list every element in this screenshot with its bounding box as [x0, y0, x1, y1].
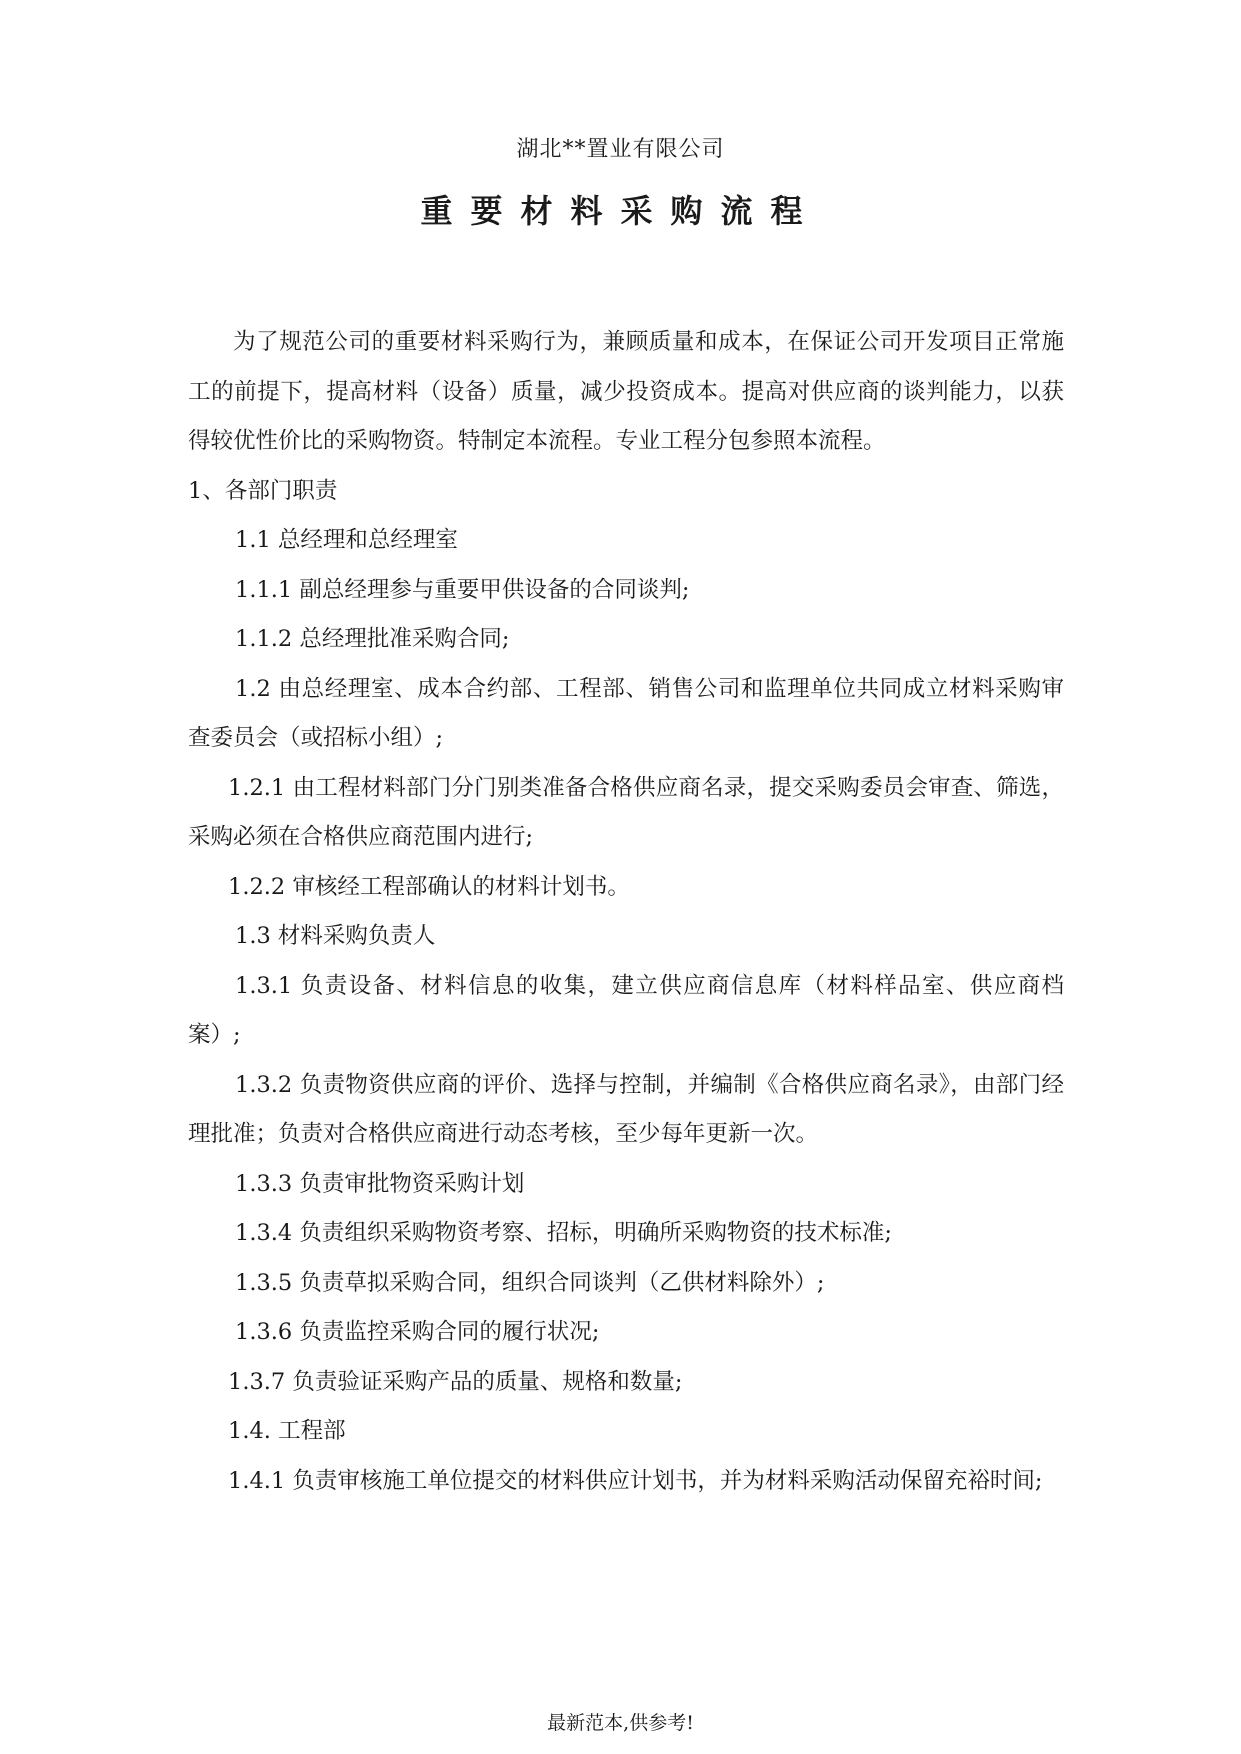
document-title: 重要材料采购流程: [420, 192, 821, 230]
section-1-1: 1.1 总经理和总经理室: [235, 527, 458, 553]
footer-note: 最新范本,供参考!: [547, 1712, 694, 1734]
section-1-4-1: 1.4.1 负责审核施工单位提交的材料供应计划书，并为材料采购活动保留充裕时间;: [228, 1467, 1043, 1494]
section-1-3-7: 1.3.7 负责验证采购产品的质量、规格和数量;: [228, 1368, 683, 1395]
section-1-3-6: 1.3.6 负责监控采购合同的履行状况;: [235, 1319, 600, 1345]
section-1-3-1: 1.3.1 负责设备、材料信息的收集，建立供应商信息库（材料样品室、供应商档案）;: [188, 972, 1064, 1048]
document-body: [188, 318, 1064, 1506]
section-1-2: 1.2 由总经理室、成本合约部、工程部、销售公司和监理单位共同成立材料采购审查委员会（或招标小组）;: [188, 675, 1064, 751]
section-1-3-3: 1.3.3 负责审批物资采购计划: [235, 1170, 525, 1197]
section-1-2-2: 1.2.2 审核经工程部确认的材料计划书。: [228, 873, 630, 900]
section-1-heading: 1、各部门职责: [188, 477, 338, 504]
section-1-3-4: 1.3.4 负责组织采购物资考察、招标，明确所采购物资的技术标准;: [235, 1220, 892, 1246]
company-name: 湖北**置业有限公司: [516, 137, 725, 162]
section-1-3-5: 1.3.5 负责草拟采购合同，组织合同谈判（乙供材料除外）;: [235, 1269, 825, 1296]
section-1-4: 1.4. 工程部: [228, 1418, 346, 1444]
intro-paragraph: 为了规范公司的重要材料采购行为，兼顾质量和成本，在保证公司开发项目正常施工的前提下，提高材料（设备）质量，减少投资成本。提高对供应商的谈判能力，以获得较优性价比的采购物资。特制定本流程。专业工程分包参照本流程。: [188, 329, 1064, 454]
section-1-3: 1.3 材料采购负责人: [235, 923, 436, 949]
section-1-3-2: 1.3.2 负责物资供应商的评价、选择与控制，并编制《合格供应商名录》，由部门经理批准；负责对合格供应商进行动态考核，至少每年更新一次。: [188, 1071, 1064, 1147]
section-1-2-1: 1.2.1 由工程材料部门分门别类准备合格供应商名录，提交采购委员会审查、筛选，采购必须在合格供应商范围内进行;: [188, 774, 1064, 850]
section-1-1-1: 1.1.1 副总经理参与重要甲供设备的合同谈判;: [235, 576, 690, 603]
section-1-1-2: 1.1.2 总经理批准采购合同;: [235, 626, 510, 652]
